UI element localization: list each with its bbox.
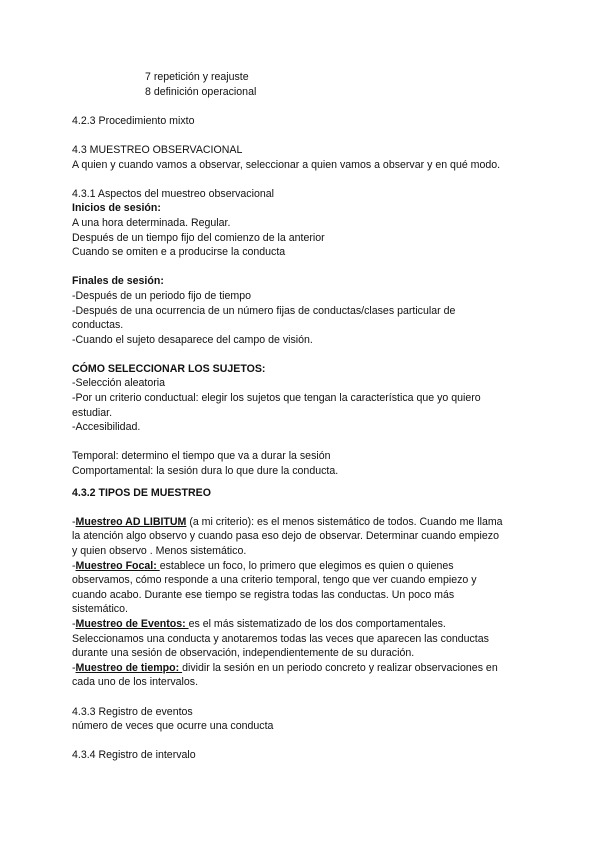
text-line: Comportamental: la sesión dura lo que dure la conducta. [72,465,339,478]
bold-heading: 4.3.2 TIPOS DE MUESTREO [72,486,211,499]
text-line: cuando acabo. Durante ese tiempo se registra todas las conductas. Un poco más [72,588,455,601]
text-run: es el más sistematizado de los dos comportamentales. [188,617,446,630]
text-line: 7 repetición y reajuste [145,71,249,83]
document-body [72,70,532,763]
text-line: observamos, cómo responde a una criterio temporal, tengo que ver cuando empiezo y [72,574,477,587]
text-run: establece un foco, lo primero que elegimos es quien o quienes [159,559,454,572]
text-line: Después de un tiempo fijo del comienzo de la anterior [72,231,325,244]
text-line: y quien observo . Menos sistemático. [72,545,247,557]
dash: - [72,617,76,630]
dash: - [72,661,76,674]
dash: - [72,515,76,528]
text-line: sistemático. [72,603,128,616]
section-heading: 4.3.1 Aspectos del muestreo observacional [72,187,274,200]
text-line: la atención algo observo y cuando pasa eso dejo de observar. Determinar cuando empiezo [72,530,499,543]
text-line: número de veces que ocurre una conducta [72,720,274,733]
dash: - [72,559,76,572]
text-line: -Accesibilidad. [72,421,141,434]
text-line: -Después de un periodo fijo de tiempo [72,289,252,302]
text-line: 8 definición operacional [145,85,257,98]
section-heading: 4.3 MUESTREO OBSERVACIONAL [72,143,243,156]
text-line [72,661,532,676]
section-heading: 4.2.3 Procedimiento mixto [72,114,195,127]
text-line: -Después de una ocurrencia de un número fijas de conductas/clases particular de [72,304,456,317]
text-line: cada uno de los intervalos. [72,676,199,689]
text-line [72,515,532,530]
text-line: Cuando se omiten e a producirse la conducta [72,246,286,259]
text-line: -Selección aleatoria [72,377,166,390]
text-line: Temporal: determino el tiempo que va a durar la sesión [72,450,331,463]
text-line: A quien y cuando vamos a observar, seleccionar a quien vamos a observar y en qué modo. [72,158,501,171]
text-line: -Cuando el sujeto desaparece del campo de visión. [72,333,313,346]
term-focal: Muestreo Focal: [75,559,160,572]
text-line: estudiar. [72,406,113,419]
section-heading: 4.3.4 Registro de intervalo [72,749,196,762]
section-heading: 4.3.3 Registro de eventos [72,705,193,718]
bold-heading: CÓMO SELECCIONAR LOS SUJETOS: [72,362,266,375]
term-tiempo: Muestreo de tiempo: [75,661,183,674]
bold-heading: Inicios de sesión: [72,202,161,215]
text-line: Seleccionamos una conducta y anotaremos todas las veces que aparecen las conductas [72,632,489,645]
term-eventos: Muestreo de Eventos: [75,617,189,630]
term-ad-libitum: Muestreo AD LIBITUM [75,515,187,528]
text-line: conductas. [72,319,124,332]
text-run: dividir la sesión en un periodo concreto y realizar observaciones en [182,661,498,674]
text-run: (a mi criterio): es el menos sistemático de todos. Cuando me llama [186,515,503,528]
bold-heading: Finales de sesión: [72,275,164,288]
text-line: -Por un criterio conductual: elegir los sujetos que tengan la característica que yo quiero [72,392,481,405]
text-line [72,559,532,574]
text-line: A una hora determinada. Regular. [72,216,231,229]
text-line [72,617,532,632]
text-line: durante una sesión de observación, independientemente de su duración. [72,647,415,660]
